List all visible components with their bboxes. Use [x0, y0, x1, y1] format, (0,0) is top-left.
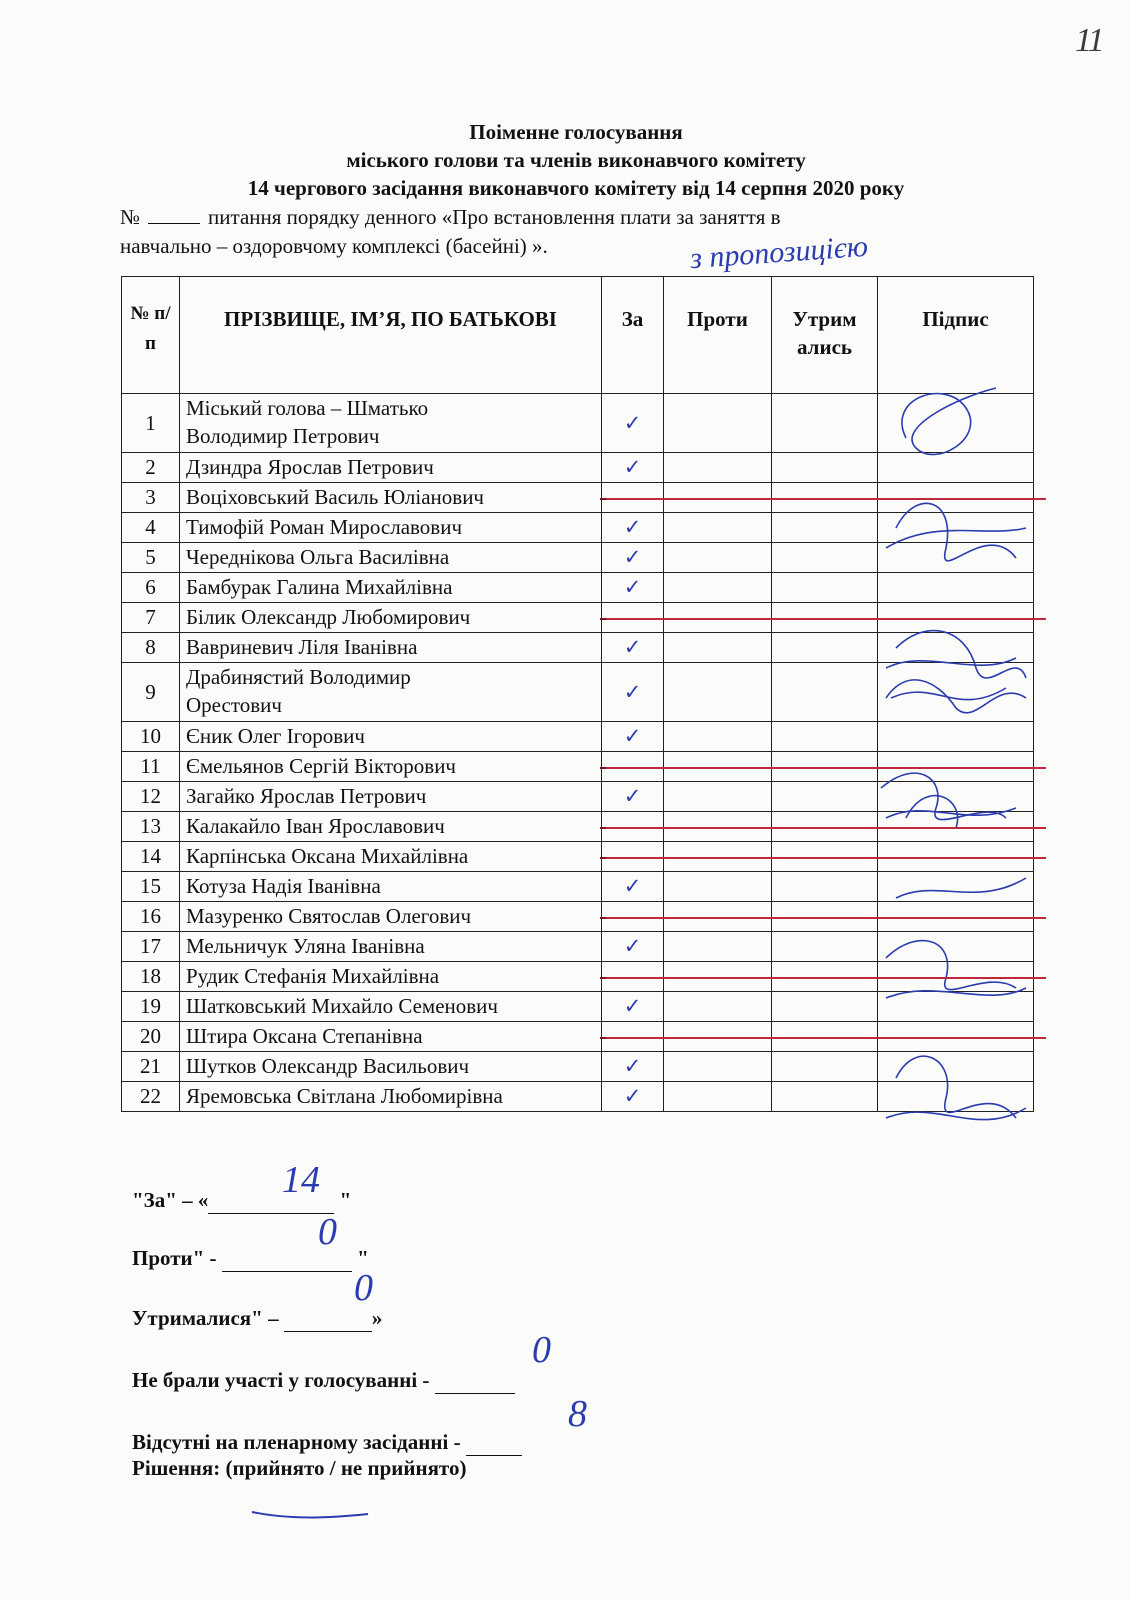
strike-line [600, 618, 1046, 620]
vote-abstained [772, 1082, 878, 1112]
total-not-voting [132, 1368, 515, 1394]
vote-for: ✓ [602, 782, 664, 812]
document-header [120, 118, 1032, 261]
member-name [180, 932, 602, 962]
member-name-line-1: Тимофій Роман Мирославович [186, 515, 463, 539]
question-number-sign: № [120, 205, 141, 229]
total-abstained [132, 1306, 382, 1332]
member-name [180, 603, 602, 633]
row-number: 22 [122, 1082, 180, 1112]
member-name [180, 782, 602, 812]
vote-for: ✓ [602, 543, 664, 573]
vote-for: ✓ [602, 932, 664, 962]
member-name [180, 872, 602, 902]
vote-abstained [772, 872, 878, 902]
total-against-value: 0 [318, 1211, 337, 1253]
vote-against [664, 663, 772, 722]
vote-abstained [772, 782, 878, 812]
member-name-line-1: Шатковський Михайло Семенович [186, 994, 498, 1018]
member-name-line-1: Білик Олександр Любомирович [186, 605, 471, 629]
member-name-line-1: Драбинястий Володимир [186, 665, 411, 689]
vote-abstained [772, 394, 878, 453]
row-number: 18 [122, 962, 180, 992]
vote-against [664, 782, 772, 812]
total-absent-value: 8 [568, 1393, 587, 1435]
member-name [180, 1022, 602, 1052]
vote-for: ✓ [602, 573, 664, 603]
vote-abstained [772, 722, 878, 752]
total-not-voting-blank [435, 1368, 515, 1394]
vote-for: ✓ [602, 722, 664, 752]
member-name-line-1: Штира Оксана Степанівна [186, 1024, 423, 1048]
vote-for: ✓ [602, 453, 664, 483]
member-name [180, 513, 602, 543]
title-line-1: Поіменне голосування [469, 120, 683, 144]
vote-for: ✓ [602, 872, 664, 902]
accepted-underline [250, 1508, 370, 1520]
strike-line [600, 498, 1046, 500]
question-text-line-2: навчально – оздоровчому комплексі (басейні) ». [120, 234, 548, 258]
member-name [180, 573, 602, 603]
member-name-line-2: Володимир Петрович [186, 424, 380, 448]
member-name-line-2: Орестович [186, 693, 282, 717]
strike-line [600, 827, 1046, 829]
vote-against [664, 932, 772, 962]
vote-abstained [772, 633, 878, 663]
row-number: 15 [122, 872, 180, 902]
row-number: 11 [122, 752, 180, 782]
vote-abstained [772, 992, 878, 1022]
total-against-end: " [351, 1246, 369, 1270]
question-number-blank [148, 223, 200, 224]
row-number: 2 [122, 453, 180, 483]
vote-abstained [772, 453, 878, 483]
vote-abstained [772, 543, 878, 573]
vote-abstained [772, 513, 878, 543]
header-for: За [602, 277, 664, 394]
row-number: 17 [122, 932, 180, 962]
row-number: 12 [122, 782, 180, 812]
member-name [180, 663, 602, 722]
vote-for: ✓ [602, 633, 664, 663]
vote-against [664, 1052, 772, 1082]
member-name-line-1: Шутков Олександр Васильович [186, 1054, 470, 1078]
vote-against [664, 453, 772, 483]
member-name-line-1: Бамбурак Галина Михайлівна [186, 575, 453, 599]
vote-for: ✓ [602, 1082, 664, 1112]
title-line-2: міського голови та членів виконавчого комітету [346, 148, 806, 172]
title-line-3: 14 чергового засідання виконавчого комітету від 14 серпня 2020 року [247, 176, 905, 200]
vote-against [664, 992, 772, 1022]
vote-against [664, 872, 772, 902]
member-name [180, 453, 602, 483]
total-not-voting-value: 0 [532, 1329, 551, 1371]
agenda-question [120, 203, 1032, 261]
vote-for: ✓ [602, 992, 664, 1022]
total-absent-blank [466, 1430, 522, 1456]
row-number: 20 [122, 1022, 180, 1052]
vote-against [664, 1082, 772, 1112]
total-for-end: " [334, 1188, 352, 1212]
member-name [180, 992, 602, 1022]
total-abstained-label: Утрималися" – [132, 1306, 284, 1330]
member-name-line-1: Карпінська Оксана Михайлівна [186, 844, 469, 868]
row-number: 8 [122, 633, 180, 663]
member-name-line-1: Яремовська Світлана Любомирівна [186, 1084, 503, 1108]
member-name-line-1: Дзиндра Ярослав Петрович [186, 455, 434, 479]
member-name [180, 722, 602, 752]
question-text-line-1: питання порядку денного «Про встановлення плати за заняття в [208, 205, 781, 229]
member-name-line-1: Воціховський Василь Юліанович [186, 485, 484, 509]
total-absent-label: Відсутні на пленарному засіданні - [132, 1430, 466, 1454]
vote-for: ✓ [602, 513, 664, 543]
member-name-line-1: Рудик Стефанія Михайлівна [186, 964, 440, 988]
vote-against [664, 394, 772, 453]
member-name-line-1: Загайко Ярослав Петрович [186, 784, 427, 808]
total-abstained-end: » [371, 1306, 383, 1330]
total-against-label: Проти" - [132, 1246, 222, 1270]
vote-abstained [772, 1052, 878, 1082]
total-for-label: "За" – « [132, 1188, 209, 1212]
total-abstained-value: 0 [354, 1267, 373, 1309]
vote-against [664, 543, 772, 573]
row-number: 21 [122, 1052, 180, 1082]
member-name [180, 842, 602, 872]
row-number: 6 [122, 573, 180, 603]
member-name-line-1: Мельничук Уляна Іванівна [186, 934, 425, 958]
page-number: 11 [1075, 22, 1103, 59]
header-name: ПРІЗВИЩЕ, ІМ’Я, ПО БАТЬКОВІ [180, 277, 602, 394]
row-number: 16 [122, 902, 180, 932]
header-abstained: Утрим ались [772, 277, 878, 394]
table-header-row [122, 277, 1034, 394]
vote-against [664, 573, 772, 603]
header-num: № п/п [122, 277, 180, 394]
vote-for: ✓ [602, 1052, 664, 1082]
member-name [180, 902, 602, 932]
member-name [180, 633, 602, 663]
vote-abstained [772, 932, 878, 962]
vote-against [664, 722, 772, 752]
row-number: 14 [122, 842, 180, 872]
member-name [180, 812, 602, 842]
decision: Рішення: (прийнято / не прийнято) [132, 1456, 467, 1480]
member-name [180, 752, 602, 782]
strike-line [600, 917, 1046, 919]
row-number: 5 [122, 543, 180, 573]
row-number: 7 [122, 603, 180, 633]
member-name-line-1: Єник Олег Ігорович [186, 724, 365, 748]
total-for-value: 14 [282, 1159, 320, 1201]
member-name-line-1: Вавриневич Ліля Іванівна [186, 635, 418, 659]
member-name [180, 543, 602, 573]
strike-line [600, 1037, 1046, 1039]
strike-line [600, 977, 1046, 979]
row-number: 1 [122, 394, 180, 453]
vote-against [664, 513, 772, 543]
strike-line [600, 857, 1046, 859]
strike-line [600, 767, 1046, 769]
member-name [180, 1052, 602, 1082]
member-name-line-1: Котуза Надія Іванівна [186, 874, 381, 898]
vote-abstained [772, 573, 878, 603]
row-number: 4 [122, 513, 180, 543]
member-name-line-1: Ємельянов Сергій Вікторович [186, 754, 456, 778]
handwritten-note: з пропозицією [689, 229, 869, 276]
row-number: 10 [122, 722, 180, 752]
total-not-voting-label: Не брали участі у голосуванні - [132, 1368, 435, 1392]
member-name [180, 394, 602, 453]
vote-for: ✓ [602, 663, 664, 722]
vote-abstained [772, 663, 878, 722]
header-signature: Підпис [878, 277, 1034, 394]
member-name [180, 483, 602, 513]
header-against: Проти [664, 277, 772, 394]
member-name-line-1: Мазуренко Святослав Олегович [186, 904, 472, 928]
member-name [180, 1082, 602, 1112]
total-absent [132, 1430, 522, 1456]
vote-for: ✓ [602, 394, 664, 453]
member-name-line-1: Міський голова – Шматько [186, 396, 429, 420]
member-name [180, 962, 602, 992]
member-name-line-1: Калакайло Іван Ярославович [186, 814, 445, 838]
member-name-line-1: Череднікова Ольга Василівна [186, 545, 450, 569]
row-number: 3 [122, 483, 180, 513]
row-number: 13 [122, 812, 180, 842]
row-number: 19 [122, 992, 180, 1022]
vote-against [664, 633, 772, 663]
row-number: 9 [122, 663, 180, 722]
